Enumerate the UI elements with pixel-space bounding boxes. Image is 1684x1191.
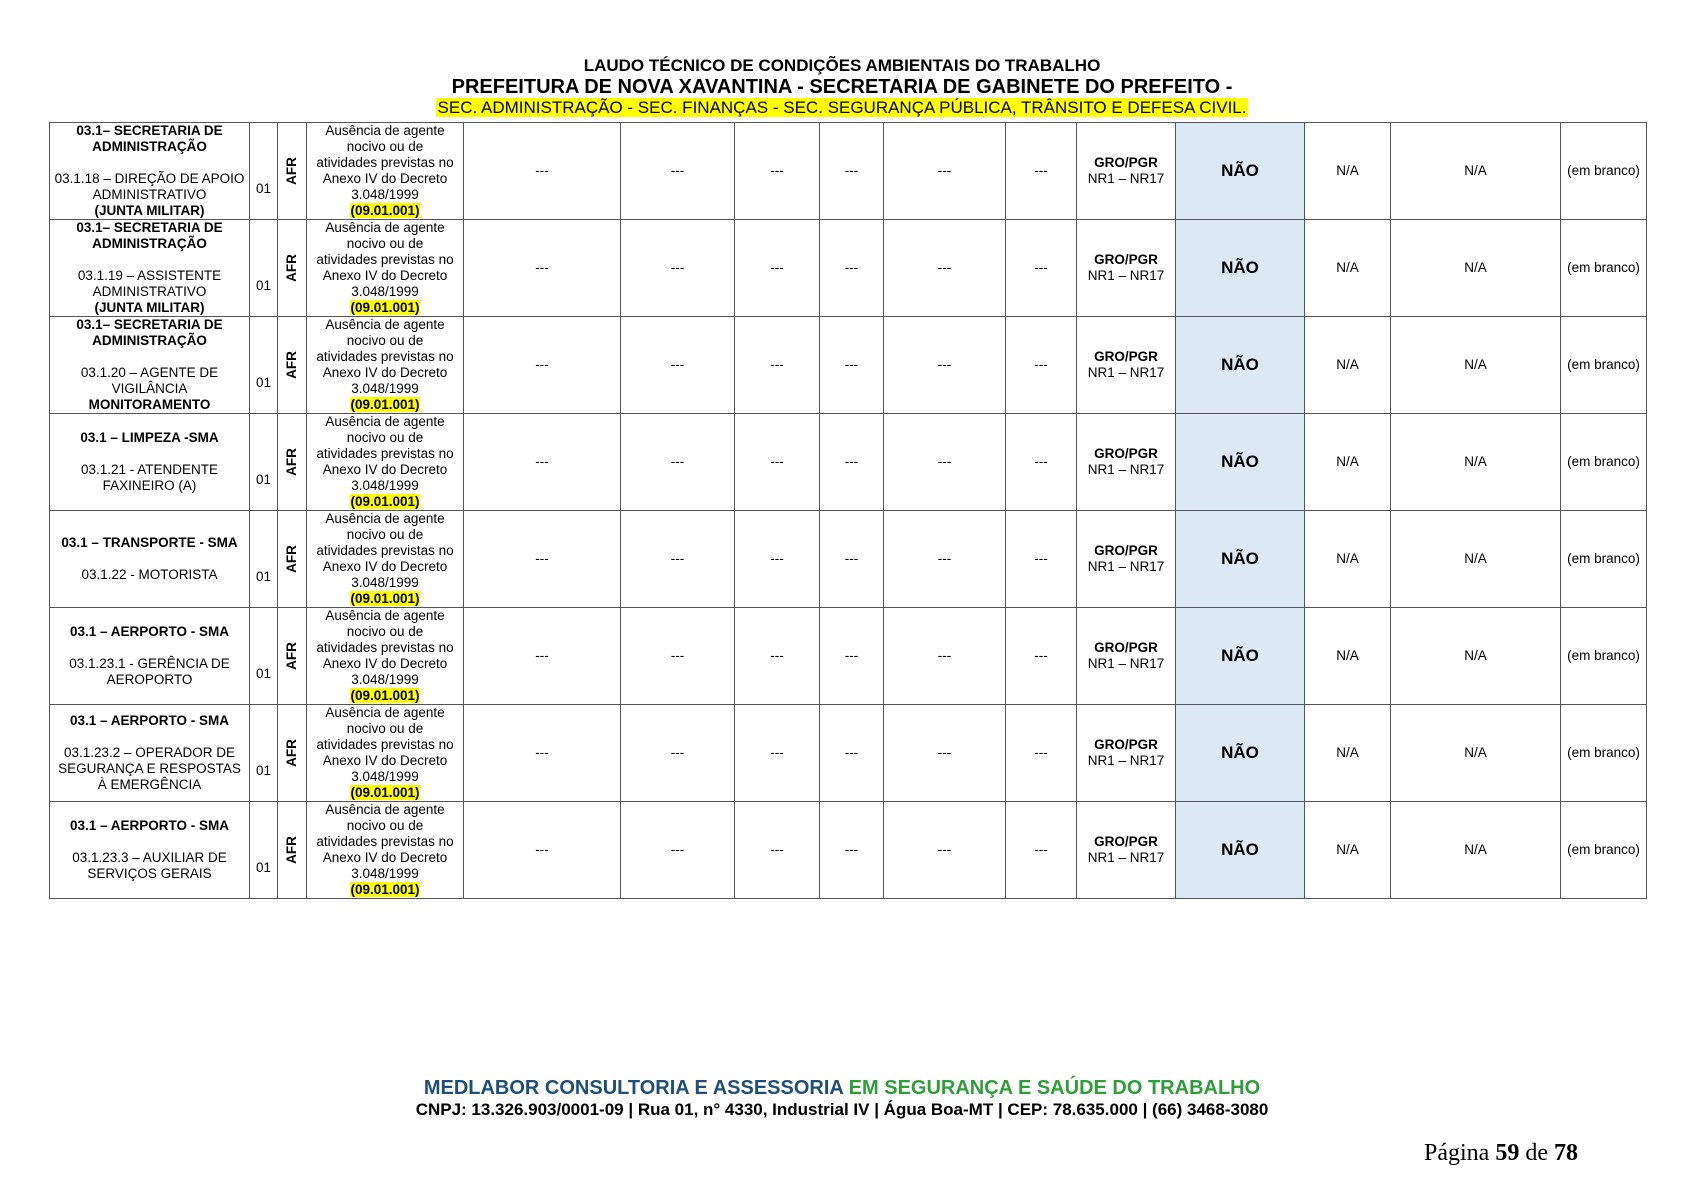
risk-type-cell (278, 414, 307, 511)
empty-value-cell: --- (735, 511, 820, 608)
program-label: GRO/PGR (1094, 446, 1158, 461)
company-tagline: EM SEGURANÇA E SAÚDE DO TRABALHO (848, 1077, 1261, 1099)
agent-line: Ausência de agente (325, 317, 445, 332)
agent-description (307, 511, 464, 608)
empty-value-cell: --- (820, 317, 884, 414)
department-label: 03.1 – AERPORTO - SMA (69, 624, 230, 639)
department-label: 03.1– SECRETARIA DE ADMINISTRAÇÃO (76, 123, 223, 154)
function-label: 03.1.23.2 – OPERADOR DE SEGURANÇA E RESPOSTAS À EMERGÊNCIA (58, 745, 241, 792)
program-label: GRO/PGR (1094, 155, 1158, 170)
empty-value-cell: --- (621, 414, 735, 511)
agent-line: 3.048/1999 (351, 866, 419, 881)
worker-count: 01 (250, 123, 278, 220)
na-cell: N/A (1305, 123, 1391, 220)
agent-line: Ausência de agente (325, 220, 445, 235)
page-sep: de (1525, 1140, 1548, 1166)
agent-line: Ausência de agente (325, 414, 445, 429)
table-row (50, 608, 1647, 705)
page-number (1424, 1140, 1578, 1167)
function-cell (50, 511, 250, 608)
agent-line: atividades previstas no (316, 349, 454, 364)
blank-cell: (em branco) (1561, 608, 1647, 705)
empty-value-cell: --- (884, 220, 1006, 317)
na-cell: N/A (1391, 511, 1561, 608)
agent-code: (09.01.001) (350, 591, 420, 606)
function-cell (50, 123, 250, 220)
agent-line: Anexo IV do Decreto (322, 268, 448, 283)
risk-table (49, 122, 1647, 899)
blank-cell: (em branco) (1561, 705, 1647, 802)
agent-code: (09.01.001) (350, 785, 420, 800)
risk-type-label: AFR (284, 836, 299, 864)
program-label: GRO/PGR (1094, 834, 1158, 849)
page-total: 78 (1554, 1140, 1578, 1166)
empty-value-cell: --- (820, 414, 884, 511)
insalubrity-cell: NÃO (1176, 414, 1305, 511)
agent-line: atividades previstas no (316, 155, 454, 170)
risk-type-cell (278, 608, 307, 705)
document-header (0, 56, 1684, 118)
agent-description (307, 220, 464, 317)
worker-count: 01 (250, 802, 278, 899)
risk-type-label: AFR (284, 642, 299, 670)
program-label: GRO/PGR (1094, 640, 1158, 655)
blank-cell: (em branco) (1561, 220, 1647, 317)
agent-line: Anexo IV do Decreto (322, 171, 448, 186)
function-label: 03.1.20 – AGENTE DE VIGILÂNCIA (80, 365, 219, 396)
agent-code: (09.01.001) (350, 397, 420, 412)
na-cell: N/A (1305, 802, 1391, 899)
function-label: 03.1.23.3 – AUXILIAR DE SERVIÇOS GERAIS (72, 850, 227, 881)
worker-count: 01 (250, 220, 278, 317)
empty-value-cell: --- (820, 608, 884, 705)
empty-value-cell: --- (735, 705, 820, 802)
blank-cell: (em branco) (1561, 317, 1647, 414)
risk-type-cell (278, 123, 307, 220)
blank-cell: (em branco) (1561, 802, 1647, 899)
department-label: 03.1– SECRETARIA DE ADMINISTRAÇÃO (76, 317, 223, 348)
insalubrity-cell: NÃO (1176, 802, 1305, 899)
department-label: 03.1– SECRETARIA DE ADMINISTRAÇÃO (76, 220, 223, 251)
worker-count: 01 (250, 414, 278, 511)
insalubrity-cell: NÃO (1176, 317, 1305, 414)
risk-type-label: AFR (284, 351, 299, 379)
na-cell: N/A (1391, 123, 1561, 220)
agent-line: Ausência de agente (325, 705, 445, 720)
document-footer (0, 1076, 1684, 1120)
agent-line: nocivo ou de (346, 818, 424, 833)
department-label: 03.1 – TRANSPORTE - SMA (61, 535, 238, 550)
agent-line: Anexo IV do Decreto (322, 365, 448, 380)
company-address: CNPJ: 13.326.903/0001-09 | Rua 01, n° 4330, Industrial IV | Água Boa-MT | CEP: 78.635.000 | (66) 3468-3080 (415, 1100, 1269, 1119)
agent-line: nocivo ou de (346, 333, 424, 348)
agent-line: 3.048/1999 (351, 672, 419, 687)
risk-type-cell (278, 802, 307, 899)
page-prefix: Página (1424, 1140, 1490, 1166)
insalubrity-cell: NÃO (1176, 220, 1305, 317)
agent-line: atividades previstas no (316, 446, 454, 461)
program-cell (1077, 705, 1176, 802)
program-cell (1077, 220, 1176, 317)
empty-value-cell: --- (464, 511, 621, 608)
norm-label: NR1 – NR17 (1087, 462, 1165, 477)
empty-value-cell: --- (884, 317, 1006, 414)
na-cell: N/A (1391, 802, 1561, 899)
agent-line: Ausência de agente (325, 608, 445, 623)
agent-line: atividades previstas no (316, 834, 454, 849)
insalubrity-cell: NÃO (1176, 511, 1305, 608)
empty-value-cell: --- (820, 705, 884, 802)
agent-line: atividades previstas no (316, 252, 454, 267)
empty-value-cell: --- (1006, 220, 1077, 317)
agent-line: 3.048/1999 (351, 381, 419, 396)
risk-type-cell (278, 317, 307, 414)
worker-count: 01 (250, 317, 278, 414)
empty-value-cell: --- (735, 608, 820, 705)
program-label: GRO/PGR (1094, 737, 1158, 752)
program-label: GRO/PGR (1094, 252, 1158, 267)
norm-label: NR1 – NR17 (1087, 850, 1165, 865)
na-cell: N/A (1391, 705, 1561, 802)
norm-label: NR1 – NR17 (1087, 268, 1165, 283)
empty-value-cell: --- (464, 220, 621, 317)
agent-line: Ausência de agente (325, 123, 445, 138)
department-label: 03.1 – AERPORTO - SMA (69, 713, 230, 728)
agent-code: (09.01.001) (350, 203, 420, 218)
department-label: 03.1 – LIMPEZA -SMA (80, 430, 219, 445)
na-cell: N/A (1305, 511, 1391, 608)
empty-value-cell: --- (621, 511, 735, 608)
na-cell: N/A (1305, 317, 1391, 414)
worker-count: 01 (250, 511, 278, 608)
function-label: 03.1.22 - MOTORISTA (81, 567, 218, 582)
program-cell (1077, 414, 1176, 511)
function-cell (50, 802, 250, 899)
agent-code: (09.01.001) (350, 300, 420, 315)
agent-description (307, 705, 464, 802)
agent-line: Anexo IV do Decreto (322, 850, 448, 865)
program-cell (1077, 123, 1176, 220)
table-row (50, 414, 1647, 511)
function-cell (50, 317, 250, 414)
function-label: 03.1.23.1 - GERÊNCIA DE AEROPORTO (69, 656, 230, 687)
agent-line: 3.048/1999 (351, 769, 419, 784)
function-cell (50, 220, 250, 317)
report-secretariats: SEC. ADMINISTRAÇÃO - SEC. FINANÇAS - SEC. SEGURANÇA PÚBLICA, TRÂNSITO E DEFESA CIVIL. (437, 98, 1247, 117)
empty-value-cell: --- (820, 802, 884, 899)
agent-line: nocivo ou de (346, 236, 424, 251)
empty-value-cell: --- (820, 123, 884, 220)
norm-label: NR1 – NR17 (1087, 171, 1165, 186)
empty-value-cell: --- (464, 802, 621, 899)
agent-description (307, 608, 464, 705)
empty-value-cell: --- (735, 317, 820, 414)
na-cell: N/A (1305, 220, 1391, 317)
function-note: (JUNTA MILITAR) (94, 300, 205, 315)
empty-value-cell: --- (735, 220, 820, 317)
empty-value-cell: --- (735, 123, 820, 220)
agent-line: Ausência de agente (325, 802, 445, 817)
agent-line: 3.048/1999 (351, 284, 419, 299)
empty-value-cell: --- (464, 317, 621, 414)
function-label: 03.1.21 - ATENDENTE FAXINEIRO (A) (80, 462, 219, 493)
risk-type-label: AFR (284, 254, 299, 282)
program-cell (1077, 511, 1176, 608)
empty-value-cell: --- (464, 608, 621, 705)
function-cell (50, 414, 250, 511)
blank-cell: (em branco) (1561, 123, 1647, 220)
table-row (50, 802, 1647, 899)
na-cell: N/A (1305, 608, 1391, 705)
agent-line: atividades previstas no (316, 640, 454, 655)
empty-value-cell: --- (1006, 705, 1077, 802)
agent-line: 3.048/1999 (351, 575, 419, 590)
norm-label: NR1 – NR17 (1087, 559, 1165, 574)
na-cell: N/A (1391, 220, 1561, 317)
function-label: 03.1.18 – DIREÇÃO DE APOIO ADMINISTRATIVO (54, 171, 245, 202)
empty-value-cell: --- (884, 511, 1006, 608)
empty-value-cell: --- (621, 123, 735, 220)
agent-line: Anexo IV do Decreto (322, 462, 448, 477)
empty-value-cell: --- (884, 123, 1006, 220)
empty-value-cell: --- (884, 414, 1006, 511)
norm-label: NR1 – NR17 (1087, 365, 1165, 380)
na-cell: N/A (1391, 317, 1561, 414)
agent-line: 3.048/1999 (351, 478, 419, 493)
worker-count: 01 (250, 705, 278, 802)
empty-value-cell: --- (621, 705, 735, 802)
agent-line: 3.048/1999 (351, 187, 419, 202)
insalubrity-cell: NÃO (1176, 608, 1305, 705)
risk-type-cell (278, 220, 307, 317)
agent-line: nocivo ou de (346, 624, 424, 639)
table-row (50, 705, 1647, 802)
function-cell (50, 608, 250, 705)
empty-value-cell: --- (464, 123, 621, 220)
department-label: 03.1 – AERPORTO - SMA (69, 818, 230, 833)
agent-description (307, 317, 464, 414)
empty-value-cell: --- (1006, 608, 1077, 705)
na-cell: N/A (1305, 414, 1391, 511)
empty-value-cell: --- (735, 414, 820, 511)
empty-value-cell: --- (621, 608, 735, 705)
function-label: 03.1.19 – ASSISTENTE ADMINISTRATIVO (77, 268, 222, 299)
agent-code: (09.01.001) (350, 494, 420, 509)
risk-type-cell (278, 705, 307, 802)
empty-value-cell: --- (464, 414, 621, 511)
agent-description (307, 802, 464, 899)
insalubrity-cell: NÃO (1176, 705, 1305, 802)
program-cell (1077, 317, 1176, 414)
report-title: LAUDO TÉCNICO DE CONDIÇÕES AMBIENTAIS DO TRABALHO (583, 56, 1101, 75)
empty-value-cell: --- (1006, 511, 1077, 608)
risk-type-label: AFR (284, 448, 299, 476)
empty-value-cell: --- (884, 608, 1006, 705)
risk-type-label: AFR (284, 157, 299, 185)
agent-line: Anexo IV do Decreto (322, 656, 448, 671)
report-subtitle: PREFEITURA DE NOVA XAVANTINA - SECRETARIA DE GABINETE DO PREFEITO - (451, 76, 1233, 98)
empty-value-cell: --- (621, 802, 735, 899)
agent-line: Anexo IV do Decreto (322, 753, 448, 768)
empty-value-cell: --- (621, 220, 735, 317)
agent-code: (09.01.001) (350, 882, 420, 897)
function-note: MONITORAMENTO (88, 397, 211, 412)
agent-line: nocivo ou de (346, 527, 424, 542)
na-cell: N/A (1391, 414, 1561, 511)
insalubrity-cell: NÃO (1176, 123, 1305, 220)
empty-value-cell: --- (1006, 317, 1077, 414)
empty-value-cell: --- (820, 511, 884, 608)
empty-value-cell: --- (1006, 802, 1077, 899)
na-cell: N/A (1305, 705, 1391, 802)
norm-label: NR1 – NR17 (1087, 753, 1165, 768)
agent-code: (09.01.001) (350, 688, 420, 703)
function-cell (50, 705, 250, 802)
program-label: GRO/PGR (1094, 543, 1158, 558)
empty-value-cell: --- (1006, 414, 1077, 511)
na-cell: N/A (1391, 608, 1561, 705)
table-row (50, 511, 1647, 608)
agent-line: nocivo ou de (346, 430, 424, 445)
empty-value-cell: --- (1006, 123, 1077, 220)
company-name: MEDLABOR CONSULTORIA E ASSESSORIA (423, 1077, 844, 1099)
agent-line: atividades previstas no (316, 543, 454, 558)
page-current: 59 (1495, 1140, 1520, 1166)
table-row (50, 220, 1647, 317)
agent-line: atividades previstas no (316, 737, 454, 752)
blank-cell: (em branco) (1561, 414, 1647, 511)
agent-line: nocivo ou de (346, 721, 424, 736)
worker-count: 01 (250, 608, 278, 705)
agent-line: Anexo IV do Decreto (322, 559, 448, 574)
program-cell (1077, 802, 1176, 899)
empty-value-cell: --- (884, 802, 1006, 899)
empty-value-cell: --- (464, 705, 621, 802)
table-row (50, 123, 1647, 220)
risk-type-label: AFR (284, 739, 299, 767)
agent-line: Ausência de agente (325, 511, 445, 526)
agent-description (307, 123, 464, 220)
agent-line: nocivo ou de (346, 139, 424, 154)
program-label: GRO/PGR (1094, 349, 1158, 364)
norm-label: NR1 – NR17 (1087, 656, 1165, 671)
empty-value-cell: --- (820, 220, 884, 317)
blank-cell: (em branco) (1561, 511, 1647, 608)
risk-type-label: AFR (284, 545, 299, 573)
risk-type-cell (278, 511, 307, 608)
agent-description (307, 414, 464, 511)
empty-value-cell: --- (621, 317, 735, 414)
function-note: (JUNTA MILITAR) (94, 203, 205, 218)
table-row (50, 317, 1647, 414)
program-cell (1077, 608, 1176, 705)
empty-value-cell: --- (884, 705, 1006, 802)
empty-value-cell: --- (735, 802, 820, 899)
